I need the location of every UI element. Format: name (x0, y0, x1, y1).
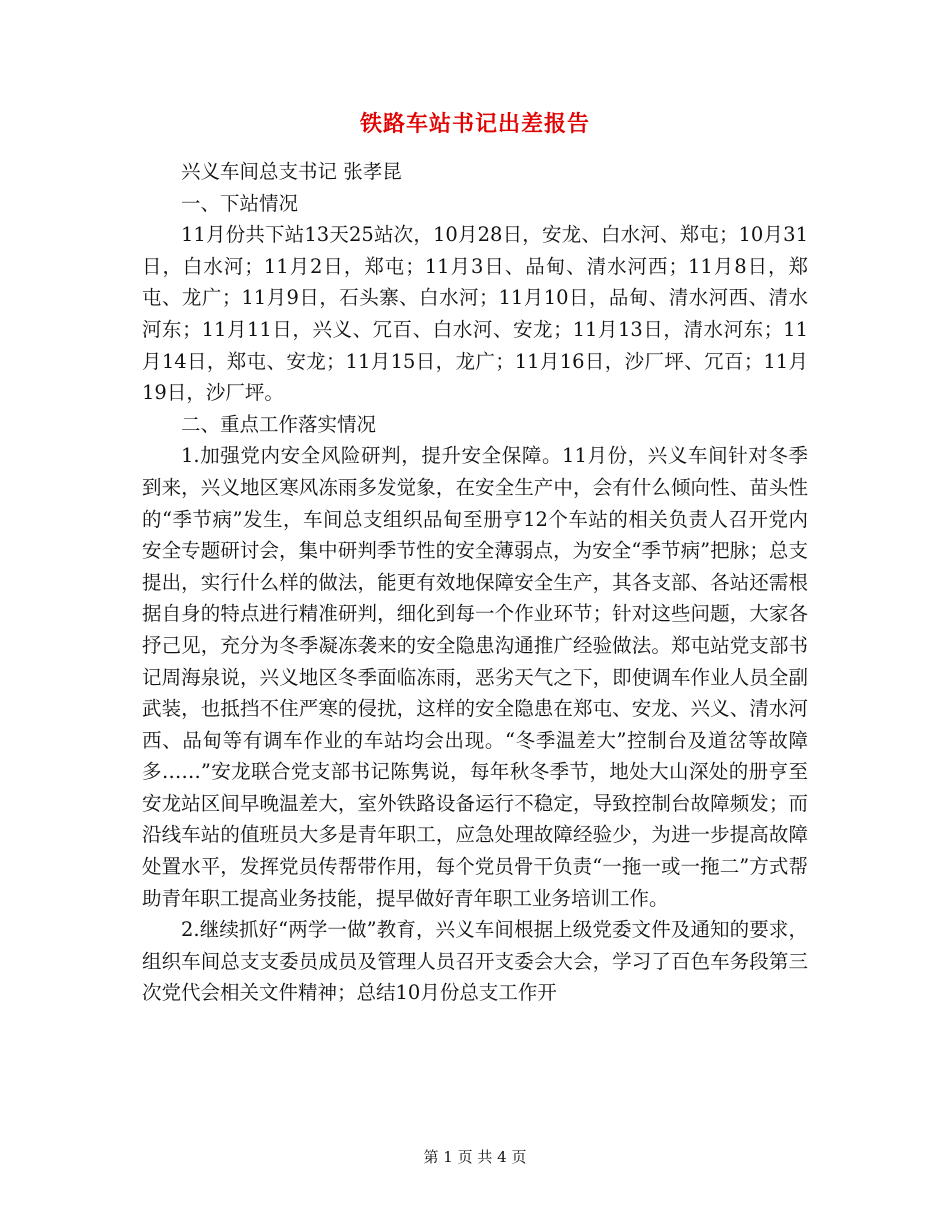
document-body (142, 156, 808, 1009)
author-line: 兴义车间总支书记 张孝昆 (181, 160, 402, 183)
document-title: 铁路车站书记出差报告 (359, 111, 590, 137)
page-footer: 第 1 页 共 4 页 (423, 1148, 527, 1166)
section-2-heading: 二、重点工作落实情况 (181, 412, 377, 436)
item-1-paragraph: 1.加强党内安全风险研判，提升安全保障。11月份，兴义车间针对冬季到来，兴义地区寒风冻雨多发觉象，在安全生产中，会有什么倾向性、苗头性的“季节病”发生，车间总支组织品甸至册亨12个车站的相关负责人召开党内安全专题研讨会，集中研判季节性的安全薄弱点，为安全“季节病”把脉；总支提出，实行什么样的做法，能更有效地保障安全生产，其各支部、各站还需根据自身的特点进行精准研判，细化到每一个作业环节；针对这些问题，大家各抒己见，充分为冬季凝冻袭来的安全隐患沟通推广经验做法。郑屯站党支部书记周海泉说，兴义地区冬季面临冻雨，恶劣天气之下，即使调车作业人员全副武装，也抵挡不住严寒的侵扰，这样的安全隐患在郑屯、安龙、兴义、清水河西、品甸等有调车作业的车站均会出现。“冬季温差大”控制台及道岔等故障多……”安龙联合党支部书记陈隽说，每年秋冬季节，地处大山深处的册亨至安龙站区间早晚温差大，室外铁路设备运行不稳定，导致控制台故障频发；而沿线车站的值班员大多是青年职工，应急处理故障经验少，为进一步提高故障处置水平，发挥党员传帮带作用，每个党员骨干负责“一拖一或一拖二”方式帮助青年职工提高业务技能，提早做好青年职工业务培训工作。 (142, 444, 808, 910)
section-1-paragraph: 11月份共下站13天25站次，10月28日，安龙、白水河、郑屯；10月31日，白水河；11月2日，郑屯；11月3日、品甸、清水河西；11月8日，郑屯、龙广；11月9日，石头寨、白水河；11月10日，品甸、清水河西、清水河东；11月11日，兴义、冗百、白水河、安龙；11月13日，清水河东；11月14日，郑屯、安龙；11月15日，龙广；11月16日，沙厂坪、冗百；11月19日，沙厂坪。 (142, 223, 808, 405)
section-1-heading: 一、下站情况 (181, 191, 299, 215)
item-2-paragraph: 2.继续抓好“两学一做”教育，兴义车间根据上级党委文件及通知的要求，组织车间总支支委员成员及管理人员召开支委会大会，学习了百色车务段第三次党代会相关文件精神；总结10月份总支工作开 (142, 918, 808, 1005)
